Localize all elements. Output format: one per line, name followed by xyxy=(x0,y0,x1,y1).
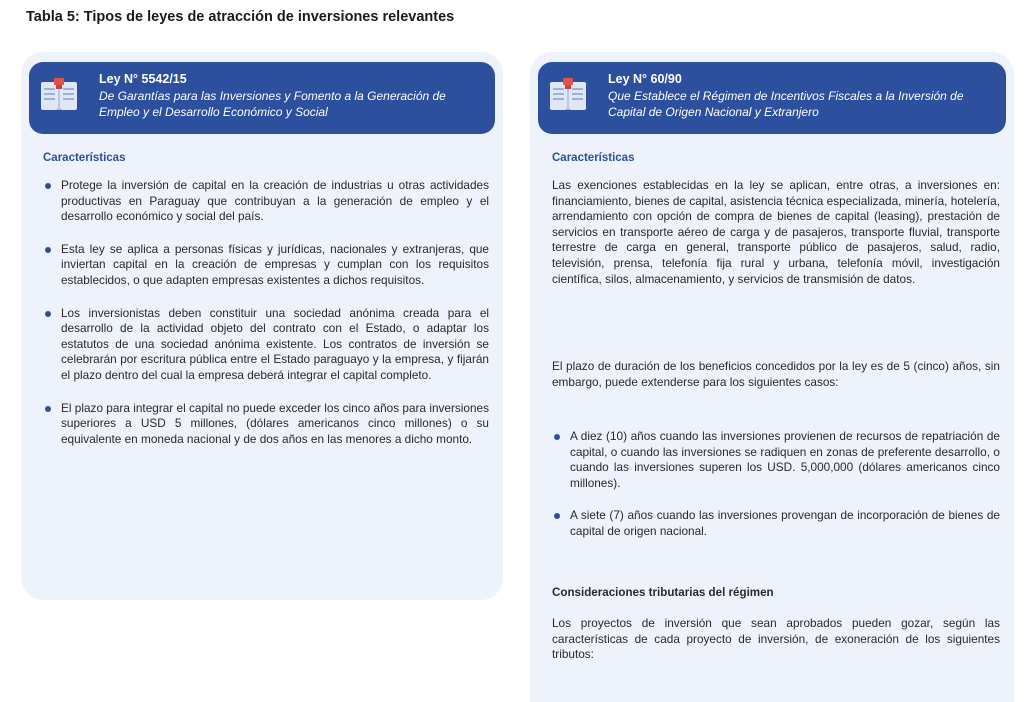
list-item: A siete (7) años cuando las inversiones provengan de incorporación de bienes de capital de origen nacional. xyxy=(552,508,1000,539)
duration-paragraph: El plazo de duración de los beneficios concedidos por la ley es de 5 (cinco) años, sin embargo, puede extenderse para los siguientes casos: xyxy=(552,359,1000,389)
open-book-icon xyxy=(39,76,79,116)
law-header xyxy=(538,62,1006,134)
list-item: A diez (10) años cuando las inversiones provienen de recursos de repatriación de capital, o cuando las inversiones se radiquen en zonas de preferente desarrollo, o cuando las inversiones superen los USD. 5,000,000 (dólares americanos cinco millones). xyxy=(552,429,1000,491)
page-title: Tabla 5: Tipos de leyes de atracción de inversiones relevantes xyxy=(26,9,455,25)
tax-considerations-paragraph: Los proyectos de inversión que sean aprobados pueden gozar, según las características de cada proyecto de inversión, de exoneración de los siguientes tributos: xyxy=(552,616,1000,662)
list-item: Esta ley se aplica a personas físicas y jurídicas, nacionales y extranjeras, que inviertan capital en la creación de empresas y cumplan con los requisitos establecidos, o que adapten empresas existentes a dichos requisitos. xyxy=(43,242,489,289)
list-item: Los inversionistas deben constituir una sociedad anónima creada para el desarrollo de la actividad objeto del contrato con el Estado, o adaptar los estatutos de una sociedad anónima existente. Los contratos de inversión se celebrarán por escritura pública entre el Estado paraguayo y la empresa, y fijarán el plazo dentro del cual la empresa deberá integrar el capital completo. xyxy=(43,306,489,384)
law-subtitle: Que Establece el Régimen de Incentivos Fiscales a la Inversión de Capital de Origen Nacional y Extranjero xyxy=(608,89,964,119)
law-title: Ley N° 5542/15 xyxy=(99,72,187,86)
law-subtitle: De Garantías para las Inversiones y Fomento a la Generación de Empleo y el Desarrollo Económico y Social xyxy=(99,89,446,119)
characteristics-list xyxy=(43,178,489,447)
tax-considerations-heading: Consideraciones tributarias del régimen xyxy=(552,586,774,599)
law-title: Ley N° 60/90 xyxy=(608,72,682,86)
extension-cases-list xyxy=(552,429,1000,540)
exemptions-paragraph: Las exenciones establecidas en la ley se aplican, entre otras, a inversiones en: financiamiento, bienes de capital, asistencia técnica especializada, minería, hotelería, arrendamiento con opción de compra de bienes de capital (leasing), prestación de servicios en transporte aéreo de carga y de pasajeros, transporte fluvial, transporte terrestre de carga en general, transporte público de pasajeros, salud, radio, televisión, prensa, telefonía fija rural y urbana, telefonía móvil, investigación científica, silos, almacenamiento, y servicios de transmisión de datos. xyxy=(552,178,1000,286)
section-label-caracteristicas: Características xyxy=(552,152,635,164)
list-item: El plazo para integrar el capital no puede exceder los cinco años para inversiones superiores a USD 5 millones, (dólares americanos cinco millones) o su equivalente en moneda nacional y de dos años en las menores a dicho monto. xyxy=(43,401,489,448)
list-item: Protege la inversión de capital en la creación de industrias u otras actividades productivas en Paraguay que contribuyan a la generación de empleo y el desarrollo económico y social del país. xyxy=(43,178,489,225)
law-card-5542 xyxy=(21,52,503,600)
section-label-caracteristicas: Características xyxy=(43,152,126,164)
law-card-60-90 xyxy=(530,52,1014,702)
law-header xyxy=(29,62,495,134)
open-book-icon xyxy=(548,76,588,116)
